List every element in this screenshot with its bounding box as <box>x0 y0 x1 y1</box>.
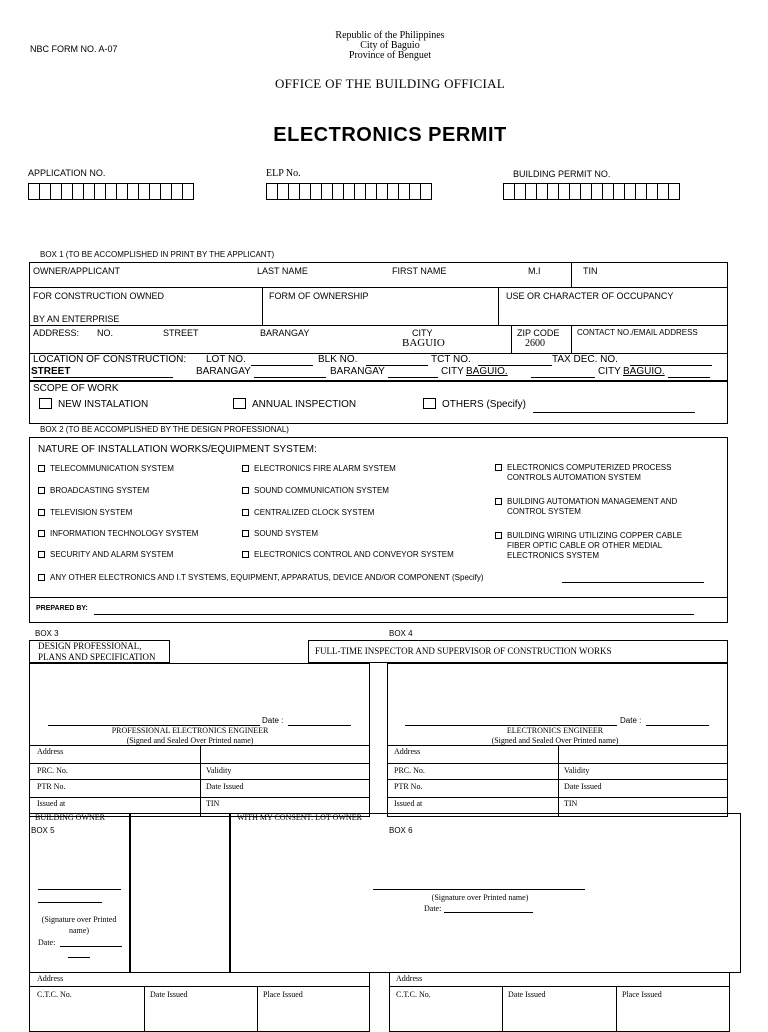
system-option[interactable]: BUILDING AUTOMATION MANAGEMENT AND CONTROL SYSTEM <box>495 497 677 517</box>
checkbox-icon[interactable] <box>495 464 502 471</box>
box6-label: BOX 6 <box>389 826 413 835</box>
system-option[interactable]: ELECTRONICS FIRE ALARM SYSTEM <box>242 464 396 473</box>
city-line: City of Baguio <box>360 40 420 51</box>
page-title: ELECTRONICS PERMIT <box>273 124 507 146</box>
use-of-occupancy-label: USE OR CHARACTER OF OCCUPANCY <box>506 291 674 301</box>
system-option[interactable]: ELECTRONICS CONTROL AND CONVEYOR SYSTEM <box>242 550 454 559</box>
system-option[interactable]: INFORMATION TECHNOLOGY SYSTEM <box>38 529 198 538</box>
checkbox-icon[interactable] <box>495 498 502 505</box>
city-value-2: BAGUIO. <box>623 366 665 377</box>
others-specify-line[interactable] <box>533 403 695 413</box>
box4-engineer-caption: ELECTRONICS ENGINEER (Signed and Sealed Over Printed name) <box>491 726 619 745</box>
enterprise-label: BY AN ENTERPRISE <box>33 314 120 324</box>
zip-code-value: 2600 <box>525 338 545 349</box>
building-permit-number-label: BUILDING PERMIT NO. <box>513 169 611 179</box>
box6-place-issued-label: Place Issued <box>622 990 662 999</box>
box6-date-line[interactable] <box>444 912 533 913</box>
zip-code-label: ZIP CODE <box>517 328 560 338</box>
box3-label: BOX 3 <box>35 629 59 638</box>
box5-date-label: Date: <box>38 938 56 947</box>
address-no-label: NO. <box>97 328 114 338</box>
system-option[interactable]: BUILDING WIRING UTILIZING COPPER CABLE FIBER OPTIC CABLE OR OTHER MEDIAL ELECTRONICS SYSTEM <box>495 531 682 561</box>
box3-date-line[interactable] <box>288 716 351 726</box>
elp-number-field[interactable] <box>266 183 432 200</box>
office-title: OFFICE OF THE BUILDING OFFICIAL <box>274 76 506 91</box>
box5-label: BOX 5 <box>31 826 55 835</box>
checkbox-icon[interactable] <box>38 574 45 581</box>
box5-address-label: Address <box>37 974 64 983</box>
lot-owner-consent-heading: WITH MY CONSENT: LOT OWNER <box>237 813 362 822</box>
barangay-label-1: BARANGAY <box>196 366 251 377</box>
box5-signature-caption: (Signature over Printed name) <box>41 915 117 935</box>
republic-line: Republic of the Philippines <box>335 30 445 41</box>
box4-validity-label: Validity <box>564 766 590 775</box>
box6-date-label: Date: <box>424 904 442 913</box>
checkbox-icon[interactable] <box>38 509 45 516</box>
box3-engineer-caption: PROFESSIONAL ELECTRONICS ENGINEER (Signed and Sealed Over Printed name) <box>111 726 269 745</box>
system-option[interactable]: SECURITY AND ALARM SYSTEM <box>38 550 173 559</box>
box5-signature-line[interactable] <box>38 889 121 890</box>
form-number: NBC FORM NO. A-07 <box>30 44 118 54</box>
address-street-label: STREET <box>163 328 199 338</box>
any-other-specify-line[interactable] <box>562 573 704 583</box>
prepared-by-line[interactable] <box>94 605 694 615</box>
box4-tin-label: TIN <box>564 799 578 808</box>
construction-owned-label: FOR CONSTRUCTION OWNED <box>33 291 164 301</box>
box4-address-label: Address <box>394 747 421 756</box>
system-option[interactable]: TELEVISION SYSTEM <box>38 508 132 517</box>
checkbox-icon[interactable] <box>233 398 246 409</box>
elp-number-label: ELP No. <box>266 168 301 179</box>
city-label-2: CITY <box>598 366 621 377</box>
box4-issued-at-label: Issued at <box>394 799 423 808</box>
system-option[interactable]: TELECOMMUNICATION SYSTEM <box>38 464 174 473</box>
box4-date-issued-label: Date Issued <box>564 782 602 791</box>
box5 <box>29 813 130 973</box>
application-number-label: APPLICATION NO. <box>28 168 106 178</box>
government-header <box>290 31 490 61</box>
building-owner-heading: BUILDING OWNER <box>35 813 105 822</box>
checkbox-icon[interactable] <box>38 551 45 558</box>
tax-dec-label: TAX DEC. NO. <box>552 354 618 365</box>
contact-label: CONTACT NO./EMAIL ADDRESS <box>577 328 698 337</box>
box6-signature-caption: (Signature over Printed name) <box>431 893 529 902</box>
box5-place-issued-label: Place Issued <box>263 990 303 999</box>
box4-label: BOX 4 <box>389 629 413 638</box>
first-name-label: FIRST NAME <box>392 266 447 276</box>
form-of-ownership-label: FORM OF OWNERSHIP <box>269 291 369 301</box>
checkbox-icon[interactable] <box>495 532 502 539</box>
box2-title: BOX 2 (TO BE ACCOMPLISHED BY THE DESIGN PROFESSIONAL) <box>40 425 289 434</box>
address-label: ADDRESS: <box>33 328 80 338</box>
checkbox-icon[interactable] <box>242 465 249 472</box>
box6-ctc-label: C.T.C. No. <box>396 990 431 999</box>
box4-date-label: Date : <box>620 716 642 725</box>
application-number-field[interactable] <box>28 183 194 200</box>
nature-of-installation-title: NATURE OF INSTALLATION WORKS/EQUIPMENT SYSTEM: <box>38 444 317 455</box>
box1-title: BOX 1 (TO BE ACCOMPLISHED IN PRINT BY THE APPLICANT) <box>40 250 275 259</box>
address-city-value: BAGUIO <box>402 337 445 349</box>
box5-ctc-table <box>29 972 370 1032</box>
box3-date-label: Date : <box>262 716 284 725</box>
box4-date-line[interactable] <box>646 716 709 726</box>
box3-tin-label: TIN <box>206 799 220 808</box>
owner-applicant-label: OWNER/APPLICANT <box>33 266 121 276</box>
system-option[interactable]: BROADCASTING SYSTEM <box>38 486 149 495</box>
checkbox-icon[interactable] <box>242 509 249 516</box>
checkbox-icon[interactable] <box>242 551 249 558</box>
any-other-option[interactable]: ANY OTHER ELECTRONICS AND I.T SYSTEMS, EQUIPMENT, APPARATUS, DEVICE AND/OR COMPONENT (Specify) <box>38 573 484 582</box>
box4-prc-label: PRC. No. <box>394 766 425 775</box>
location-label: LOCATION OF CONSTRUCTION: <box>33 354 187 365</box>
box5-spacer <box>130 813 230 973</box>
street-label: STREET <box>31 366 71 377</box>
system-option[interactable]: SOUND COMMUNICATION SYSTEM <box>242 486 389 495</box>
checkbox-icon[interactable] <box>242 530 249 537</box>
checkbox-icon[interactable] <box>242 487 249 494</box>
checkbox-icon[interactable] <box>38 530 45 537</box>
system-option[interactable]: CENTRALIZED CLOCK SYSTEM <box>242 508 374 517</box>
box6-address-label: Address <box>396 974 423 983</box>
box5-ctc-label: C.T.C. No. <box>37 990 72 999</box>
scope-option-others[interactable]: OTHERS (Specify) <box>423 398 526 410</box>
box3-validity-label: Validity <box>206 766 232 775</box>
scope-of-work-title: SCOPE OF WORK <box>33 383 119 394</box>
tct-no-label: TCT NO. <box>431 354 471 365</box>
checkbox-icon[interactable] <box>39 398 52 409</box>
box3-date-issued-label: Date Issued <box>206 782 244 791</box>
box3-signature-line[interactable] <box>48 716 260 726</box>
city-label-1: CITY <box>441 366 464 377</box>
checkbox-icon[interactable] <box>423 398 436 409</box>
address-city-label: CITY <box>412 328 433 338</box>
city-value-1: BAGUIO. <box>466 366 508 377</box>
barangay-label-2: BARANGAY <box>330 366 385 377</box>
building-permit-number-field[interactable] <box>503 183 680 200</box>
address-barangay-label: BARANGAY <box>260 328 310 338</box>
box3-address-label: Address <box>37 747 64 756</box>
blk-no-label: BLK NO. <box>318 354 358 365</box>
box3-prc-label: PRC. No. <box>37 766 68 775</box>
checkbox-icon[interactable] <box>38 465 45 472</box>
box5-date-issued-label: Date Issued <box>150 990 188 999</box>
lot-no-label: LOT NO. <box>206 354 246 365</box>
box6-date-issued-label: Date Issued <box>508 990 546 999</box>
system-option[interactable]: SOUND SYSTEM <box>242 529 318 538</box>
scope-option-annual[interactable]: ANNUAL INSPECTION <box>233 398 356 410</box>
box6-ctc-table <box>389 972 730 1032</box>
box5-date-line[interactable] <box>60 946 122 947</box>
box3-ptr-label: PTR No. <box>37 782 66 791</box>
prepared-by-label: PREPARED BY: <box>36 605 88 612</box>
box4-heading: FULL-TIME INSPECTOR AND SUPERVISOR OF CONSTRUCTION WORKS <box>315 646 612 656</box>
box4-signature-line[interactable] <box>405 716 617 726</box>
tin-label: TIN <box>583 266 598 276</box>
system-option[interactable]: ELECTRONICS COMPUTERIZED PROCESS CONTROLS AUTOMATION SYSTEM <box>495 463 671 483</box>
scope-option-new[interactable]: NEW INSTALATION <box>39 398 148 410</box>
mi-label: M.I <box>528 266 541 276</box>
box3-heading: DESIGN PROFESSIONAL, PLANS AND SPECIFICATION <box>38 641 156 662</box>
province-line: Province of Benguet <box>348 50 432 61</box>
checkbox-icon[interactable] <box>38 487 45 494</box>
last-name-label: LAST NAME <box>257 266 308 276</box>
box3-issued-at-label: Issued at <box>37 799 66 808</box>
box4-ptr-label: PTR No. <box>394 782 423 791</box>
box6-signature-line[interactable] <box>373 889 585 890</box>
